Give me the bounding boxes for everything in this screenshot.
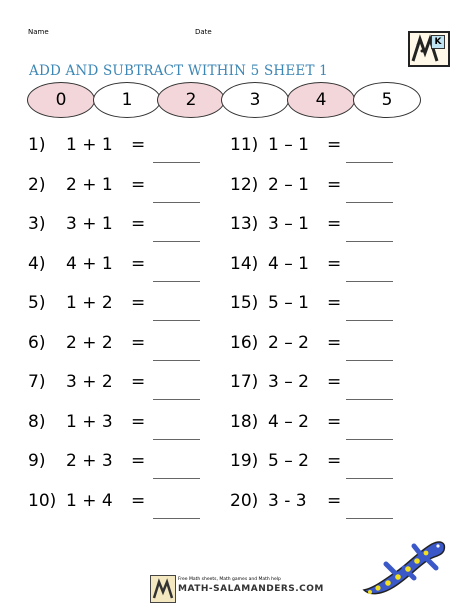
problem-number: 17) [230,372,259,392]
problem-expression: 2 – 2 [268,332,309,353]
problem-expression: 2 + 2 [66,332,113,353]
equals-sign: = [327,174,342,195]
problem-number: 10) [28,490,57,511]
equals-sign: = [327,253,342,274]
equals-sign: = [131,135,146,155]
answer-line[interactable] [153,478,200,479]
date-label: Date [195,28,212,36]
answer-line[interactable] [346,202,393,203]
equals-sign: = [131,332,146,353]
footer-tagline: Free Math sheets, Math games and Math help [178,577,281,582]
problem-expression: 1 + 4 [66,490,113,511]
problem-expression: 3 + 1 [66,214,113,234]
equals-sign: = [327,214,342,234]
problem-expression: 4 – 1 [268,253,309,274]
salamander-mascot-icon [150,575,176,603]
problem-expression: 3 – 1 [268,214,309,234]
number-oval: 2 [157,82,225,118]
problem-number: 7) [28,372,46,392]
answer-line[interactable] [153,241,200,242]
equals-sign: = [327,135,342,155]
equals-sign: = [131,372,146,392]
problem-number: 4) [28,253,46,274]
problem-expression: 3 - 3 [268,490,307,511]
equals-sign: = [131,174,146,195]
equals-sign: = [131,293,146,313]
problem-expression: 1 + 1 [66,135,113,155]
problem-number: 1) [28,135,46,155]
equals-sign: = [131,253,146,274]
number-line [0,82,474,122]
equals-sign: = [131,411,146,432]
answer-line[interactable] [346,281,393,282]
equals-sign: = [131,214,146,234]
answer-line[interactable] [346,241,393,242]
answer-line[interactable] [153,162,200,163]
answer-line[interactable] [153,281,200,282]
answer-line[interactable] [346,360,393,361]
answer-line[interactable] [346,162,393,163]
problem-expression: 5 – 2 [268,451,309,471]
problem-number: 9) [28,451,46,471]
worksheet-title: ADD AND SUBTRACT WITHIN 5 SHEET 1 [29,63,328,79]
answer-line[interactable] [346,518,393,519]
equals-sign: = [327,293,342,313]
problem-expression: 2 – 1 [268,174,309,195]
problem-number: 16) [230,332,259,353]
number-oval: 0 [27,82,95,118]
math-salamanders-logo-icon [408,31,450,67]
logo-letter: K [431,35,445,49]
problem-number: 3) [28,214,46,234]
answer-line[interactable] [346,439,393,440]
answer-line[interactable] [153,202,200,203]
number-oval: 5 [353,82,421,118]
footer [150,575,324,603]
problem-expression: 5 – 1 [268,293,309,313]
answer-line[interactable] [153,320,200,321]
number-oval: 1 [93,82,161,118]
equals-sign: = [131,490,146,511]
equals-sign: = [131,451,146,471]
problem-number: 11) [230,135,259,155]
answer-line[interactable] [153,360,200,361]
answer-line[interactable] [153,439,200,440]
problem-expression: 3 + 2 [66,372,113,392]
footer-brand: MATH-SALAMANDERS.COM [178,584,324,594]
answer-line[interactable] [346,320,393,321]
problem-number: 2) [28,174,46,195]
answer-line[interactable] [153,518,200,519]
problem-number: 14) [230,253,259,274]
number-oval: 3 [221,82,289,118]
problem-expression: 1 + 3 [66,411,113,432]
equals-sign: = [327,372,342,392]
problem-expression: 1 + 2 [66,293,113,313]
problem-number: 18) [230,411,259,432]
problem-number: 13) [230,214,259,234]
name-label: Name [28,28,49,36]
problem-expression: 4 – 2 [268,411,309,432]
problem-number: 12) [230,174,259,195]
answer-line[interactable] [153,399,200,400]
spotted-salamander-icon [356,530,452,600]
problem-expression: 2 + 3 [66,451,113,471]
equals-sign: = [327,451,342,471]
problem-number: 5) [28,293,46,313]
answer-line[interactable] [346,399,393,400]
problem-number: 6) [28,332,46,353]
problem-number: 15) [230,293,259,313]
problem-expression: 2 + 1 [66,174,113,195]
problem-expression: 3 – 2 [268,372,309,392]
problem-number: 19) [230,451,259,471]
problem-expression: 1 – 1 [268,135,309,155]
equals-sign: = [327,490,342,511]
problem-expression: 4 + 1 [66,253,113,274]
number-oval: 4 [287,82,355,118]
problem-number: 8) [28,411,46,432]
problem-number: 20) [230,490,259,511]
equals-sign: = [327,411,342,432]
answer-line[interactable] [346,478,393,479]
equals-sign: = [327,332,342,353]
